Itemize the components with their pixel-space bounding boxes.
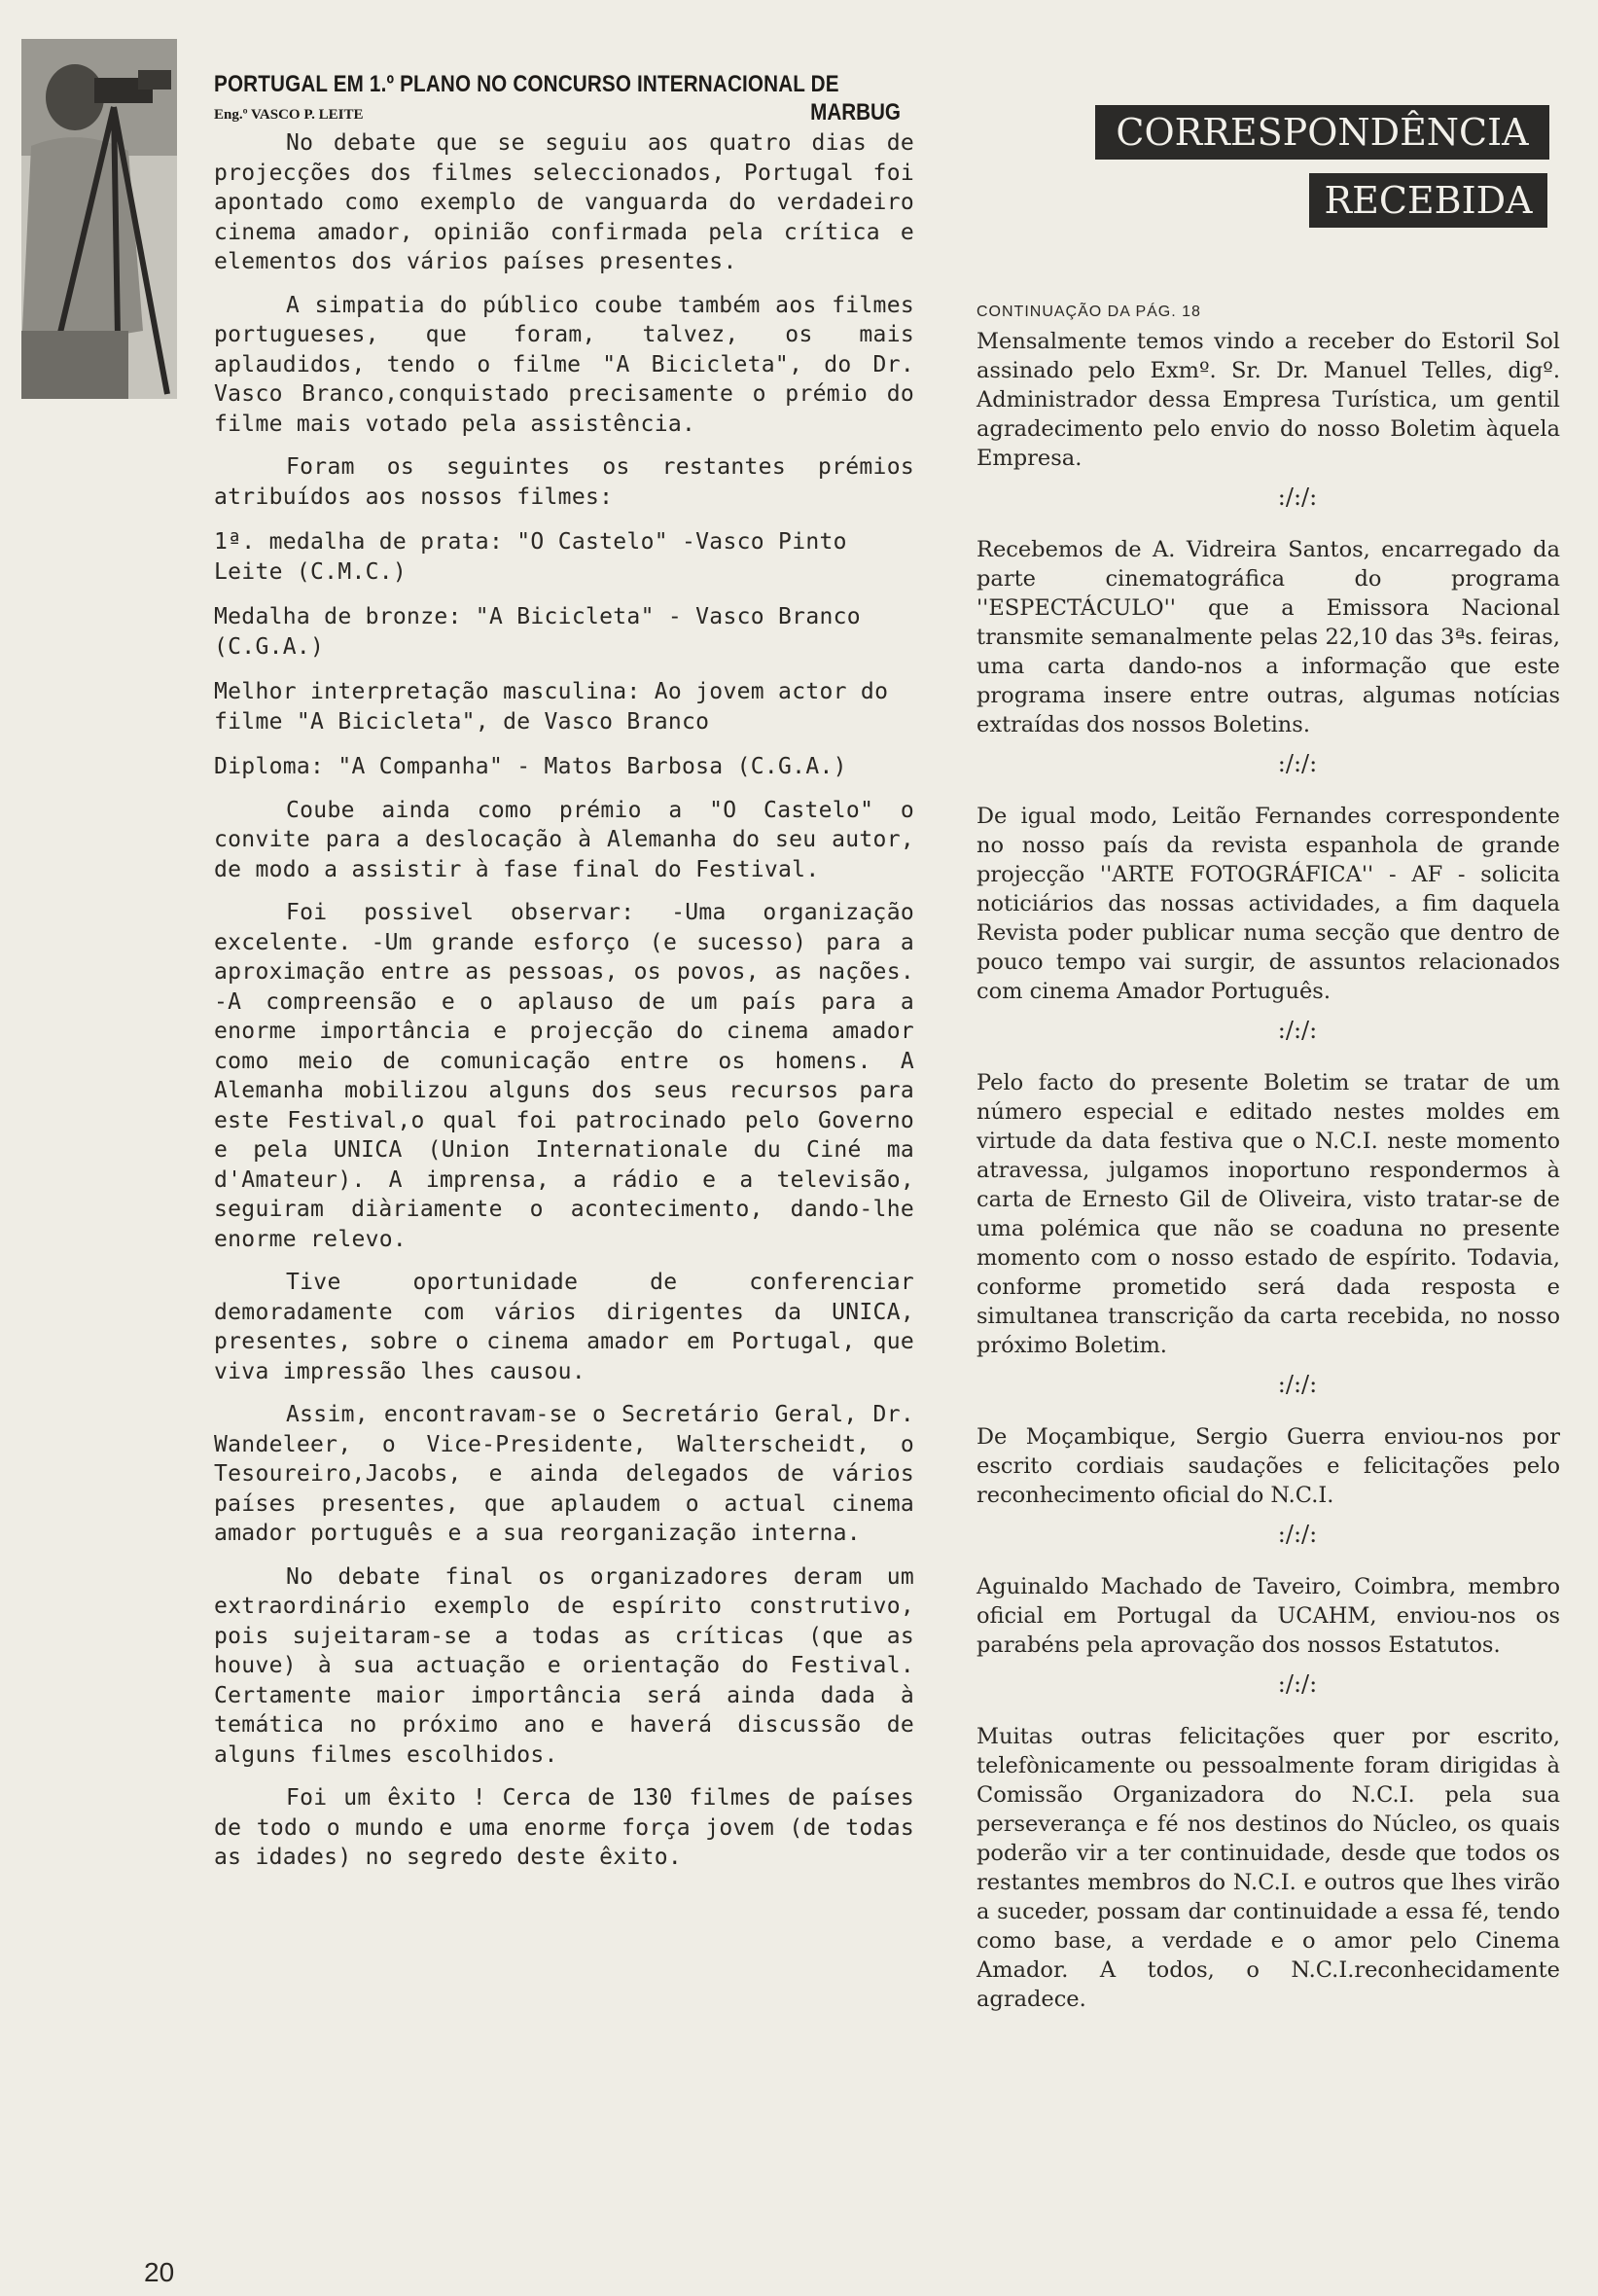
article-headline: PORTUGAL EM 1.º PLANO NO CONCURSO INTERNACIONAL DE (214, 71, 839, 97)
correspondence-item: Pelo facto do presente Boletim se tratar de um número especial e editado nestes moldes em virtude da data festiva que o N.C.I. neste momento atravessa, julgamos inoportuno respondermos à carta de Ernesto Gil de Oliveira, visto tratar-se de uma polémica que não se coaduna no presente momento com o nosso estado de espírito. Todavia, conforme prometido será dada resposta e simultanea transcrição da carta recebida, no nosso próximo Boletim. (977, 1070, 1560, 1358)
award-label: 1ª. medalha de prata: (214, 529, 517, 555)
correspondence-item: De igual modo, Leitão Fernandes correspondente no nosso país da revista espanhola de grande projecção ''ARTE FOTOGRÁFICA'' - AF - solicita noticiários das nossas actividades, a fim daquela Revista poder publicar numa secção que dentro de pouco tempo vai surgir, de assuntos relacionados com cinema Amador Português. (977, 804, 1560, 1004)
correspondence-item: Muitas outras felicitações quer por escrito, telefònicamente ou pessoalmente foram dirigidas à Comissão Organizadora do N.C.I. pela sua perseverança e fé nos destinos do Núcleo, os quais poderão vir a ter continuidade, desde que todos os restantes membros do N.C.I. e outros que lhes virão a suceder, possam dar continuidade a essa fé, tendo como base, a verdade e o amor pelo Cinema Amador. A todos, o N.C.I.reconhecidamente agradece. (977, 1724, 1560, 2012)
award-item (214, 677, 914, 736)
award-item (214, 602, 914, 662)
correspondence-item: De Moçambique, Sergio Guerra enviou-nos por escrito cordiais saudações e felicitações pelo reconhecimento oficial do N.C.I. (977, 1424, 1560, 1508)
article-paragraph: Assim, encontravam-se o Secretário Geral, Dr. Wandeleer, o Vice-Presidente, Walterscheidt, o Tesoureiro,Jacobs, e ainda delegados de vários países presentes, que aplaudem o actual cinema amador português e a sua reorganização interna. (214, 1402, 914, 1546)
award-label: Melhor interpretação masculina: (214, 679, 655, 704)
correspondence-column (977, 298, 1560, 2014)
article-paragraph: No debate que se seguiu aos quatro dias de projecções dos filmes seleccionados, Portugal foi apontado como exemplo de vanguarda do verdadeiro cinema amador, opinião confirmada pela crítica e elementos dos vários países presentes. (214, 130, 914, 274)
award-label: Medalha de bronze: (214, 604, 476, 629)
article-byline: Eng.º VASCO P. LEITE (214, 107, 364, 123)
separator: :/:/: (1277, 1017, 1318, 1044)
separator: :/:/: (1277, 1371, 1318, 1398)
article-paragraph: Coube ainda como prémio a "O Castelo" o convite para a deslocação à Alemanha do seu autor, de modo a assistir à fase final do Festival. (214, 797, 914, 882)
correspondence-item: Recebemos de A. Vidreira Santos, encarregado da parte cinematográfica do programa ''ESPECTÁCULO'' que a Emissora Nacional transmite semanalmente pelas 22,10 das 3ªs. feiras, uma carta dando-nos a informação que este programa insere entre outras, algumas notícias extraídas dos nossos Boletins. (977, 537, 1560, 737)
award-value: "O Castelo" -Vasco Pinto Leite (C.M.C.) (214, 529, 847, 585)
article-paragraph: Foram os seguintes os restantes prémios atribuídos aos nossos filmes: (214, 454, 914, 510)
photo-cameraman (21, 39, 177, 399)
section-banner-recebida: RECEBIDA (1309, 173, 1547, 228)
award-label: Diploma: (214, 754, 338, 779)
award-item (214, 527, 914, 587)
separator: :/:/: (1277, 1521, 1318, 1548)
page-number: 20 (144, 2257, 175, 2287)
correspondence-item: Mensalmente temos vindo a receber do Estoril Sol assinado pelo Exmº. Sr. Dr. Manuel Telles, digº. Administrador dessa Empresa Turística, um gentil agradecimento pelo envio do nosso Boletim àquela Empresa. (977, 329, 1560, 471)
award-value: Ao jovem actor do filme "A Bicicleta", de Vasco Branco (214, 679, 889, 735)
article-paragraph: No debate final os organizadores deram um extraordinário exemplo de espírito construtivo, pois sujeitaram-se a todas as críticas (que as houve) à sua actuação e orientação do Festival. Certamente maior importância será ainda dada à temática no próximo ano e haverá discussão de alguns filmes escolhidos. (214, 1563, 914, 1768)
continuation-note: CONTINUAÇÃO DA PÁG. 18 (977, 304, 1201, 320)
separator: :/:/: (1277, 750, 1318, 777)
article-paragraph: Tive oportunidade de conferenciar demoradamente com vários dirigentes da UNICA, presentes, sobre o cinema amador em Portugal, que viva impressão lhes causou. (214, 1270, 914, 1384)
article-paragraph: Foi possivel observar: -Uma organização excelente. -Um grande esforço (e sucesso) para a aproximação entre as pessoas, os povos, as nações. -A compreensão e o aplauso de um país para a enorme importância e projecção do cinema amador como meio de comunicação entre os homens. A Alemanha mobilizou alguns dos seus recursos para este Festival,o qual foi patrocinado pelo Governo e pela UNICA (Union Internationale du Ciné ma d'Amateur). A imprensa, a rádio e a televisão, seguiram diàriamente o acontecimento, dando-lhe enorme relevo. (214, 900, 914, 1252)
correspondence-item: Aguinaldo Machado de Taveiro, Coimbra, membro oficial em Portugal da UCAHM, enviou-nos os parabéns pela aprovação dos nossos Estatutos. (977, 1574, 1560, 1658)
award-item (214, 752, 914, 782)
award-value: "A Bicicleta" - Vasco Branco (C.G.A.) (214, 604, 861, 660)
section-banner-correspondencia: CORRESPONDÊNCIA (1095, 105, 1549, 160)
article-paragraph: A simpatia do público coube também aos filmes portugueses, que foram, talvez, os mais aplaudidos, tendo o filme "A Bicicleta", do Dr. Vasco Branco,conquistado precisamente o prémio do filme mais votado pela assistência. (214, 292, 914, 437)
article-column (214, 70, 914, 1873)
article-paragraph: Foi um êxito ! Cerca de 130 filmes de países de todo o mundo e uma enorme força jovem (de todas as idades) no segredo deste êxito. (214, 1785, 914, 1870)
article-headline-end: MARBUG (810, 99, 901, 126)
cameraman-illustration (21, 39, 177, 399)
article-body (214, 128, 914, 1873)
separator: :/:/: (1277, 1670, 1318, 1698)
separator: :/:/: (1277, 484, 1318, 511)
award-value: "A Companha" - Matos Barbosa (C.G.A.) (337, 754, 847, 779)
